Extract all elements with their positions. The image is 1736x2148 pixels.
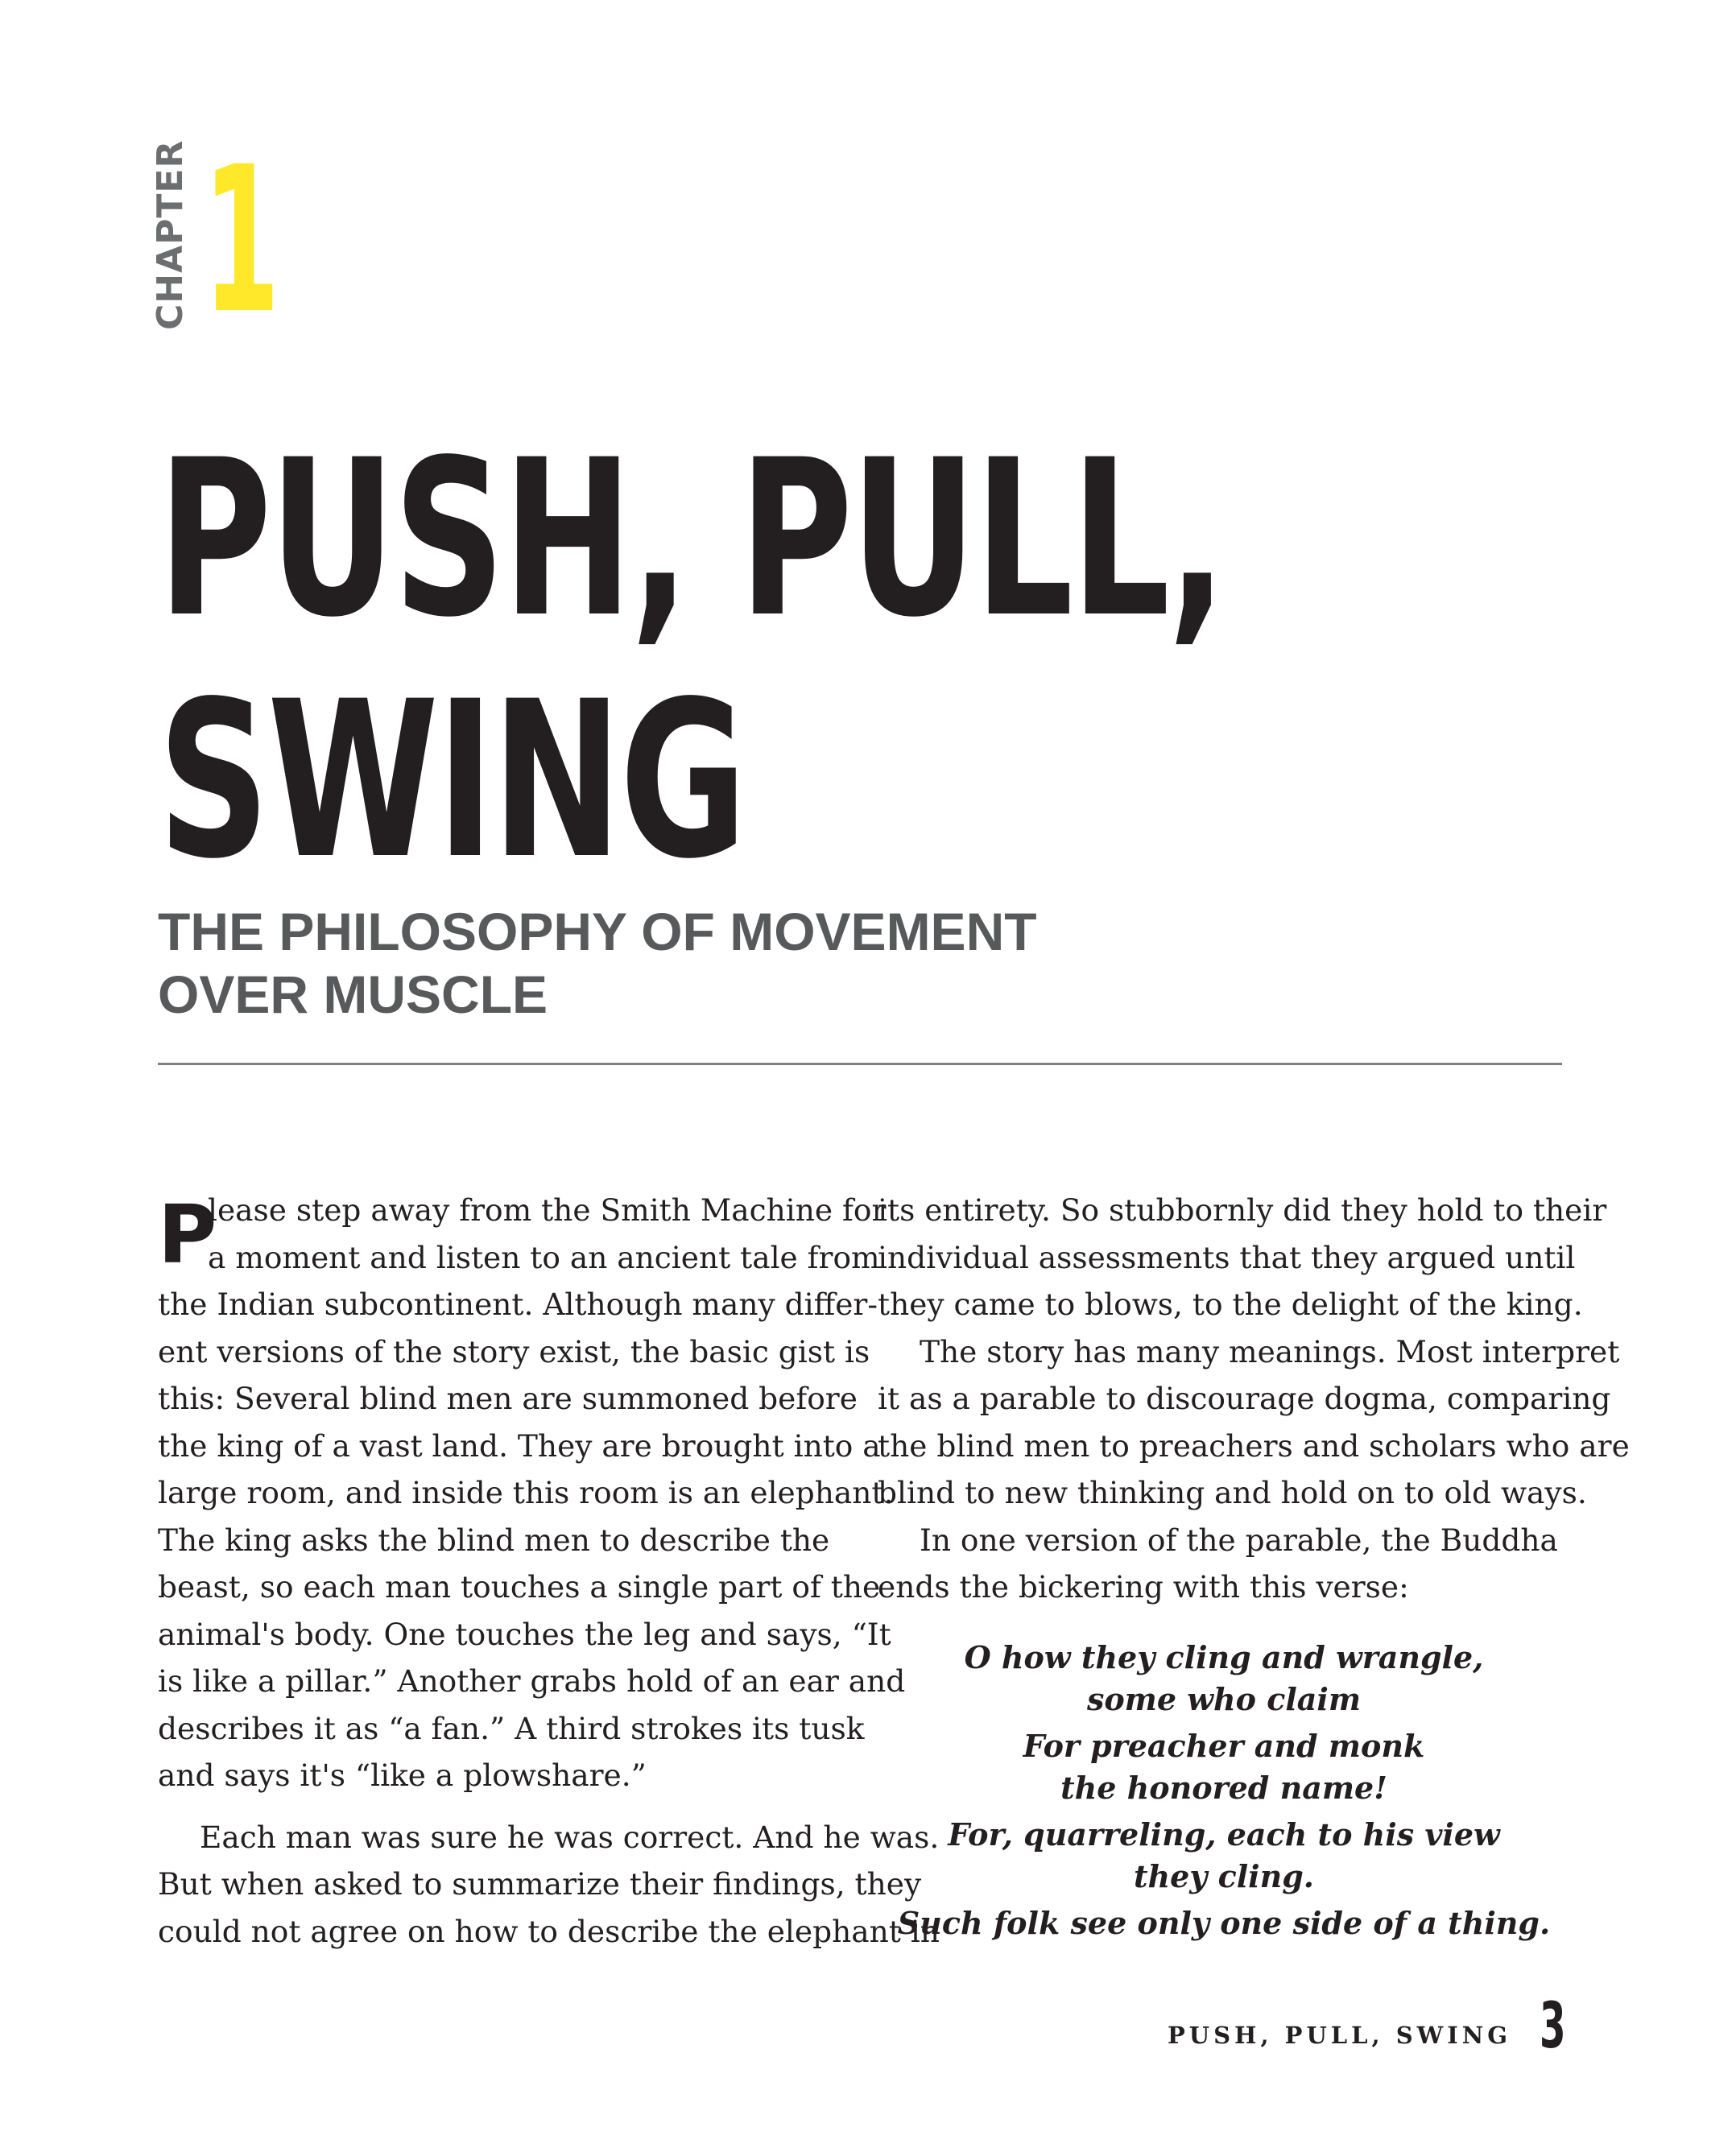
body-line: is like a pillar.” Another grabs hold of an ear and	[158, 1663, 906, 1699]
body-line: and says it's “like a plowshare.”	[158, 1758, 647, 1793]
paragraph-2	[158, 1814, 940, 1956]
body-line: The king asks the blind men to describe the	[158, 1522, 830, 1558]
chapter-marker	[150, 123, 298, 357]
body-line: large room, and inside this room is an elephant.	[158, 1475, 894, 1510]
verse-couplet	[878, 1814, 1570, 1898]
body-line: describes it as “a fan.” A third strokes its tusk	[158, 1710, 865, 1746]
body-line: The story has many meanings. Most interpret	[920, 1333, 1620, 1369]
chapter-label: CHAPTER	[150, 139, 191, 330]
chapter-subtitle	[158, 900, 1285, 1026]
body-line-text: a moment and listen to an ancient tale from	[208, 1239, 880, 1275]
verse-line: some who claim	[1086, 1680, 1362, 1717]
body-line	[158, 1234, 880, 1282]
chapter-title-line-1: PUSH, PULL,	[158, 414, 1225, 665]
verse-line: they cling.	[1133, 1857, 1315, 1894]
body-line: beast, so each man touches a single part of the	[158, 1569, 881, 1605]
paragraph-3	[878, 1187, 1607, 1328]
paragraph-1	[158, 1187, 906, 1799]
verse-block	[878, 1637, 1570, 1944]
running-footer-title: PUSH, PULL, SWING	[1168, 2022, 1512, 2049]
body-line: the king of a vast land. They are brought into a	[158, 1427, 881, 1464]
body-line: blind to new thinking and hold on to old ways.	[878, 1475, 1587, 1510]
chapter-number: 1	[203, 123, 280, 357]
body-line: the Indian subcontinent. Although many differ-	[158, 1287, 878, 1322]
verse-line: For preacher and monk	[1023, 1727, 1425, 1764]
title-divider	[158, 1063, 1562, 1065]
verse-line: Such folk see only one side of a thing.	[897, 1904, 1551, 1941]
chapter-subtitle-line-2: OVER MUSCLE	[158, 965, 548, 1024]
body-line: individual assessments that they argued until	[878, 1239, 1576, 1275]
chapter-subtitle-line-1: THE PHILOSOPHY OF MOVEMENT	[158, 902, 1037, 961]
verse-couplet	[878, 1725, 1570, 1809]
body-line: this: Several blind men are summoned before	[158, 1381, 858, 1416]
body-line: animal's body. One touches the leg and says, “It	[158, 1616, 891, 1652]
chapter-title-line-2: SWING	[158, 655, 746, 907]
body-line: its entirety. So stubbornly did they hold to their	[878, 1192, 1607, 1228]
chapter-title	[158, 414, 1225, 907]
verse-couplet	[878, 1637, 1570, 1720]
body-line: In one version of the parable, the Buddha	[920, 1522, 1558, 1558]
body-line: ent versions of the story exist, the basic gist is	[158, 1333, 870, 1369]
body-line: the blind men to preachers and scholars who are	[878, 1427, 1630, 1464]
paragraph-4	[878, 1328, 1630, 1517]
verse-line: the honored name!	[1060, 1769, 1387, 1806]
verse-line: For, quarreling, each to his view	[948, 1815, 1500, 1853]
page-number: 3	[1540, 1990, 1566, 2063]
drop-cap: P	[158, 1188, 217, 1282]
verse-line: O how they cling and wrangle,	[964, 1638, 1484, 1675]
body-line: it as a parable to discourage dogma, comparing	[878, 1381, 1611, 1416]
body-line: But when asked to summarize their findings, they	[158, 1866, 922, 1902]
verse-final	[878, 1902, 1570, 1944]
paragraph-5	[878, 1517, 1570, 1611]
body-line: Each man was sure he was correct. And he was.	[200, 1819, 940, 1855]
body-line-text: lease step away from the Smith Machine for	[208, 1192, 887, 1228]
body-line: they came to blows, to the delight of the king.	[878, 1287, 1583, 1322]
body-column-right	[878, 1187, 1630, 1949]
body-line: ends the bickering with this verse:	[878, 1569, 1409, 1605]
body-column-left	[158, 1187, 940, 1955]
body-line: could not agree on how to describe the elephant in	[158, 1913, 940, 1949]
